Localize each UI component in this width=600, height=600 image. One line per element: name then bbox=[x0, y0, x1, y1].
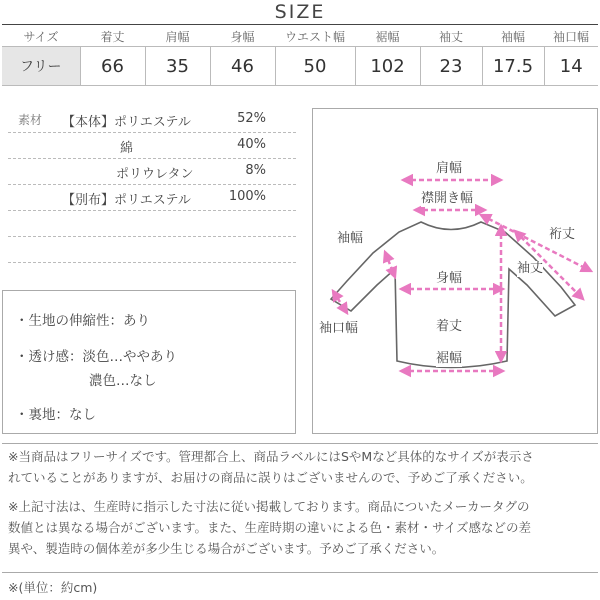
header-cell: 着丈 bbox=[80, 26, 145, 47]
fabric-features-box bbox=[2, 290, 296, 434]
label-raglan: 裄丈 bbox=[549, 227, 576, 242]
material-row-empty bbox=[8, 236, 296, 263]
header-cell: 裾幅 bbox=[355, 26, 420, 47]
table-cell: 23 bbox=[420, 47, 482, 86]
material-percent: 8% bbox=[245, 163, 266, 178]
label-hem: 裾幅 bbox=[436, 351, 463, 366]
label-sleeve-length: 袖丈 bbox=[517, 261, 544, 276]
sheer-info-dark: 濃色…なし bbox=[89, 373, 157, 389]
header-cell: 袖口幅 bbox=[544, 26, 598, 47]
notes-divider-bottom bbox=[2, 572, 598, 573]
material-row-empty bbox=[8, 210, 296, 237]
material-percent: 40% bbox=[237, 137, 266, 152]
sheer-info: ・透け感：淡色…ややあり bbox=[15, 349, 177, 365]
measurement-diagram bbox=[312, 108, 598, 434]
note-measurement-line1: ※上記寸法は、生産時に指示した寸法に従い掲載しております。商品についたメーカータグの bbox=[8, 499, 530, 514]
material-name: 【別布】ポリエステル bbox=[62, 193, 191, 208]
material-percent: 52% bbox=[237, 111, 266, 126]
header-cell: 肩幅 bbox=[145, 26, 210, 47]
table-cell: 66 bbox=[80, 47, 145, 86]
note-free-size-line1: ※当商品はフリーサイズです。管理都合上、商品ラベルにはSやMなど具体的なサイズが表示さ bbox=[8, 449, 534, 464]
label-body-width: 身幅 bbox=[436, 271, 463, 286]
notes-divider-top bbox=[2, 443, 598, 444]
title-divider bbox=[2, 24, 598, 25]
size-table-header-row bbox=[2, 26, 598, 47]
material-name: ポリウレタン bbox=[116, 167, 194, 182]
header-cell: 袖丈 bbox=[420, 26, 482, 47]
header-cell: 身幅 bbox=[210, 26, 275, 47]
label-cuff: 袖口幅 bbox=[319, 321, 359, 336]
unit-note: ※(単位：約cm) bbox=[8, 580, 98, 595]
note-free-size-line2: れていることがありますが、お届けの商品に誤りはございませんので、予めご了承ください。 bbox=[8, 470, 533, 485]
header-cell: ウエスト幅 bbox=[275, 26, 355, 47]
table-cell: 50 bbox=[275, 47, 355, 86]
material-label: 素材 bbox=[18, 113, 43, 127]
material-row bbox=[8, 184, 296, 211]
label-sleeve-width: 袖幅 bbox=[337, 231, 364, 246]
material-row bbox=[8, 158, 296, 185]
note-measurement-line2: 数値とは異なる場合がございます。また、生産時期の違いによる色・素材・サイズ感などの差 bbox=[8, 520, 532, 535]
material-percent: 100% bbox=[228, 189, 266, 204]
material-row bbox=[8, 132, 296, 159]
material-name: 【本体】ポリエステル bbox=[62, 115, 191, 130]
label-length: 着丈 bbox=[436, 319, 463, 334]
label-shoulder: 肩幅 bbox=[436, 161, 463, 176]
material-row bbox=[8, 106, 296, 133]
table-cell: 17.5 bbox=[482, 47, 544, 86]
label-neck: 襟開き幅 bbox=[421, 191, 474, 206]
size-table-row bbox=[2, 47, 598, 86]
header-cell: サイズ bbox=[2, 26, 80, 47]
size-title: SIZE bbox=[274, 1, 326, 23]
stretch-info: ・生地の伸縮性：あり bbox=[15, 313, 150, 329]
table-cell: 102 bbox=[355, 47, 420, 86]
size-name-cell: フリー bbox=[2, 47, 80, 86]
material-name: 綿 bbox=[120, 141, 134, 156]
header-cell: 袖幅 bbox=[482, 26, 544, 47]
table-cell: 14 bbox=[544, 47, 598, 86]
note-measurement-line3: 異や、製造時の個体差が多少生じる場合がございます。予めご了承ください。 bbox=[8, 541, 445, 556]
table-cell: 35 bbox=[145, 47, 210, 86]
table-cell: 46 bbox=[210, 47, 275, 86]
size-table bbox=[2, 26, 598, 86]
lining-info: ・裏地：なし bbox=[15, 407, 96, 423]
